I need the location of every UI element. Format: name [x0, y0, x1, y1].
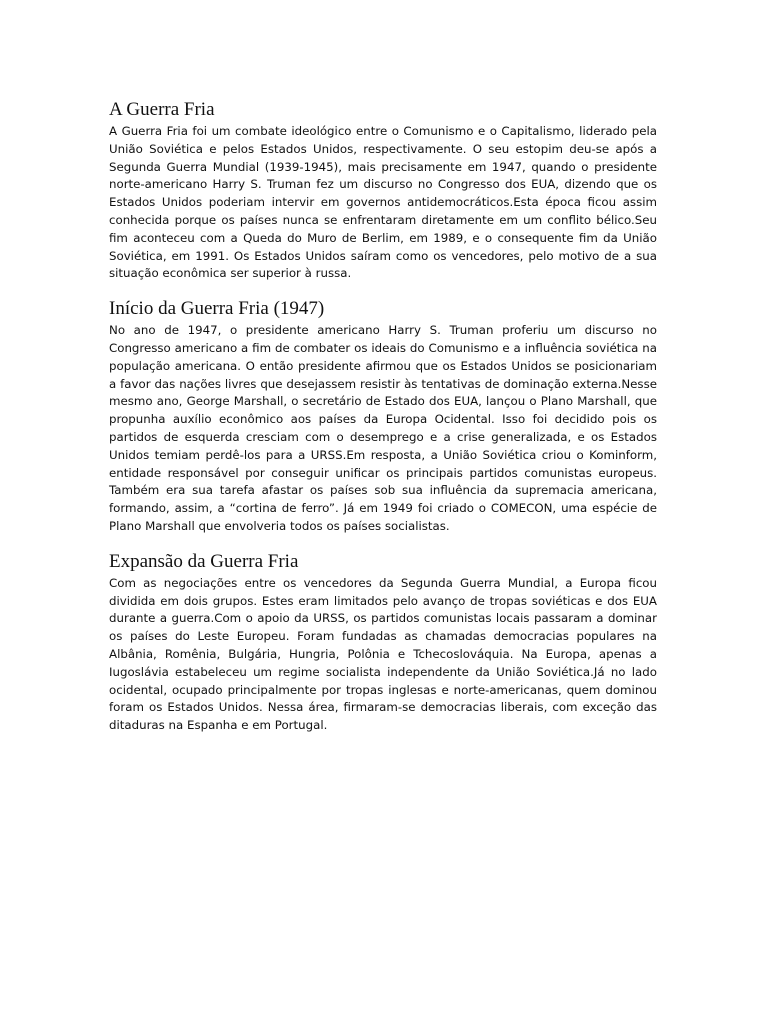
- section-heading: A Guerra Fria: [109, 99, 215, 120]
- section-guerra-fria: [109, 98, 657, 283]
- document-page: [109, 98, 657, 749]
- section-paragraph: No ano de 1947, o presidente americano Harry S. Truman proferiu um discurso no Congresso americano a fim de combater os ideais do Comunismo e a influência soviética na população americana. O então presidente afirmou que os Estados Unidos se posicionariam a favor das nações livres que desejassem resistir às tentativas de dominação externa.Nesse mesmo ano, George Marshall, o secretário de Estado dos EUA, lançou o Plano Marshall, que propunha auxílio econômico aos países da Europa Ocidental. Isso foi decidido pois os partidos de esquerda cresciam com o desemprego e a crise generalizada, e os Estados Unidos temiam perdê-los para a URSS.Em resposta, a União Soviética criou o Kominform, entidade responsável por conseguir unificar os principais partidos comunistas europeus. Também era sua tarefa afastar os países sob sua influência da supremacia americana, formando, assim, a “cortina de ferro”. Já em 1949 foi criado o COMECON, uma espécie de Plano Marshall que envolveria todos os países socialistas.: [109, 323, 657, 533]
- section-heading: Início da Guerra Fria (1947): [109, 298, 325, 320]
- section-paragraph: A Guerra Fria foi um combate ideológico entre o Comunismo e o Capitalismo, liderado pela União Soviética e pelos Estados Unidos, respectivamente. O seu estopim deu-se após a Segunda Guerra Mundial (1939-1945), mais precisamente em 1947, quando o presidente norte-americano Harry S. Truman fez um discurso no Congresso dos EUA, dizendo que os Estados Unidos poderiam intervir em governos antidemocráticos.Esta época ficou assim conhecida porque os países nunca se enfrentaram diretamente em um conflito bélico.Seu fim aconteceu com a Queda do Muro de Berlim, em 1989, e o consequente fim da União Soviética, em 1991. Os Estados Unidos saíram como os vencedores, pelo motivo de a sua situação econômica ser superior à russa.: [109, 124, 657, 281]
- section-inicio: [109, 297, 657, 536]
- section-paragraph: Com as negociações entre os vencedores da Segunda Guerra Mundial, a Europa ficou dividida em dois grupos. Estes eram limitados pelo avanço de tropas soviéticas e dos EUA durante a guerra.Com o apoio da URSS, os partidos comunistas locais passaram a dominar os países do Leste Europeu. Foram fundadas as chamadas democracias populares na Albânia, Romênia, Bulgária, Hungria, Polônia e Tchecoslováquia. Na Europa, apenas a Iugoslávia estabeleceu um regime socialista independente da União Soviética.Já no lado ocidental, ocupado principalmente por tropas inglesas e norte-americanas, quem dominou foram os Estados Unidos. Nessa área, firmaram-se democracias liberais, com exceção das ditaduras na Espanha e em Portugal.: [109, 575, 657, 733]
- section-heading: Expansão da Guerra Fria: [109, 550, 299, 572]
- section-expansao: [109, 550, 657, 735]
